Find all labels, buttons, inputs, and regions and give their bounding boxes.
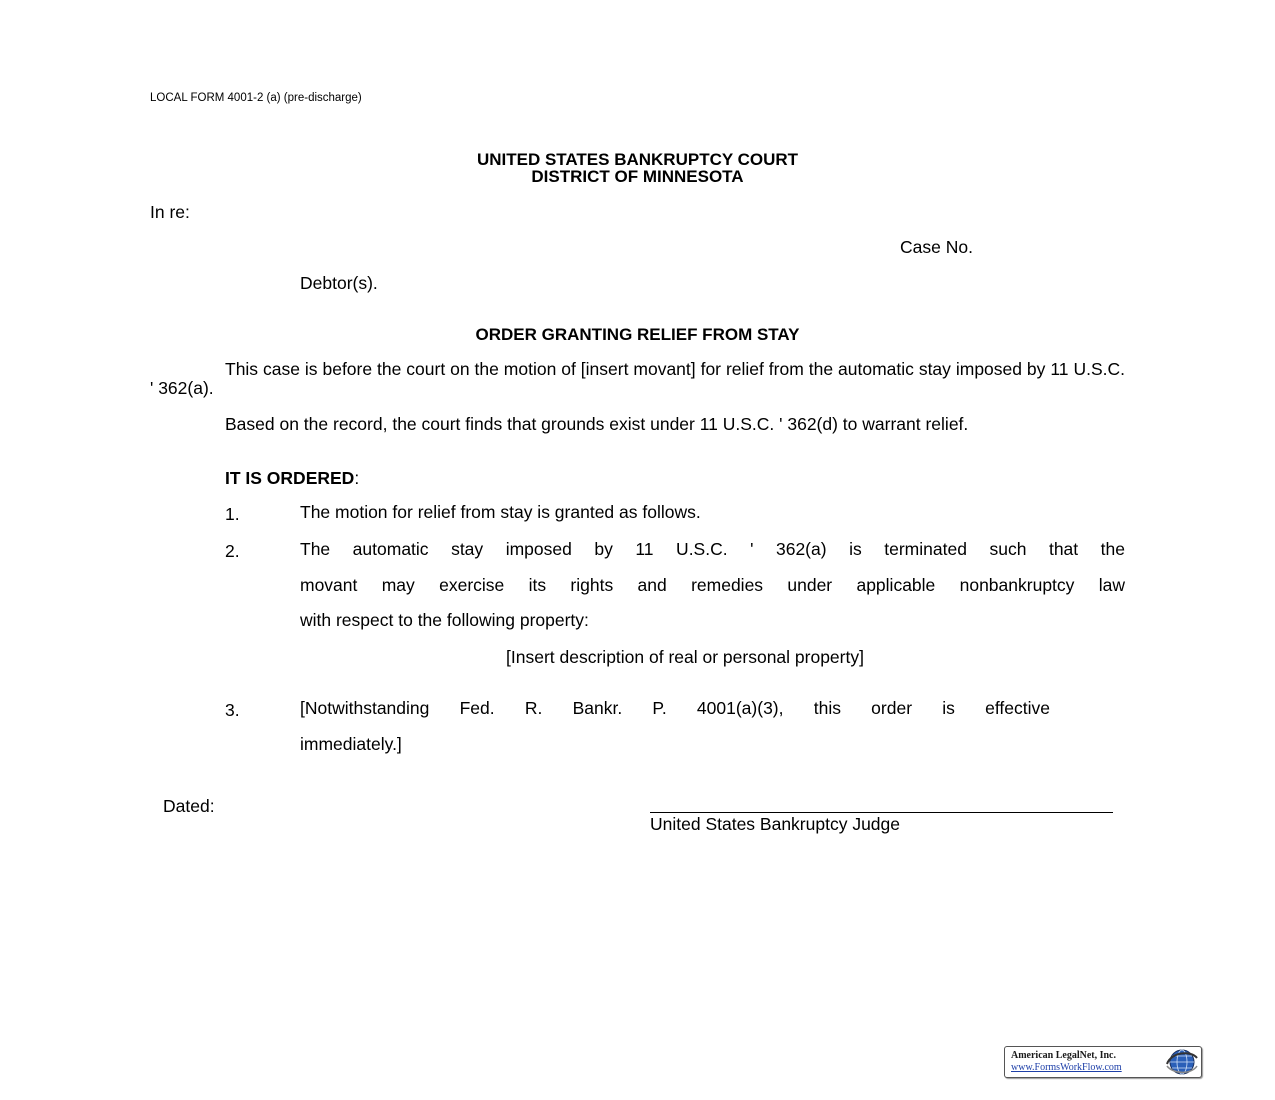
vendor-name: American LegalNet, Inc.	[1011, 1050, 1116, 1061]
dated-label: Dated:	[163, 796, 215, 816]
judge-title: United States Bankruptcy Judge	[650, 814, 901, 834]
court-name: UNITED STATES BANKRUPTCY COURT	[476, 150, 799, 169]
order-title: ORDER GRANTING RELIEF FROM STAY	[475, 325, 800, 344]
court-district: DISTRICT OF MINNESOTA	[531, 167, 744, 186]
ordered-colon: :	[354, 468, 360, 488]
order-item-2	[300, 532, 1125, 639]
item-line: movant may exercise its rights and remedies under applicable nonbankruptcy law	[300, 574, 1125, 595]
item-line: The automatic stay imposed by 11 U.S.C. ' 362(a) is terminated such that the	[300, 539, 1125, 559]
item-line: immediately.]	[300, 733, 402, 754]
item-number: 1.	[225, 504, 240, 524]
case-number-label: Case No.	[900, 237, 973, 257]
item-number: 2.	[225, 541, 240, 561]
signature-line	[650, 812, 1113, 813]
findings-paragraph: Based on the record, the court finds that grounds exist under 11 U.S.C. ' 362(d) to warrant relief.	[225, 414, 969, 434]
debtor-label: Debtor(s).	[300, 273, 378, 293]
order-item-1	[300, 495, 900, 531]
form-identifier: LOCAL FORM 4001-2 (a) (pre-discharge)	[150, 92, 362, 104]
item-line: with respect to the following property:	[300, 610, 589, 630]
property-placeholder: [Insert description of real or personal property]	[506, 647, 864, 667]
item-line: [Notwithstanding Fed. R. Bankr. P. 4001(a)(3), this order is effective	[300, 698, 1050, 718]
globe-logo-icon	[1161, 1048, 1199, 1076]
ordered-heading	[225, 468, 359, 489]
vendor-badge[interactable]	[1004, 1046, 1202, 1078]
item-number: 3.	[225, 700, 240, 720]
ordered-label: IT IS ORDERED	[225, 468, 355, 488]
motion-paragraph: This case is before the court on the motion of [insert movant] for relief from the automatic stay imposed by 11 U.S.C. ' 362(a).	[150, 359, 1125, 398]
vendor-url-link[interactable]: www.FormsWorkFlow.com	[1011, 1062, 1122, 1073]
order-item-3	[300, 691, 1050, 762]
in-re-label: In re:	[150, 202, 190, 222]
item-line: The motion for relief from stay is granted as follows.	[300, 502, 701, 522]
